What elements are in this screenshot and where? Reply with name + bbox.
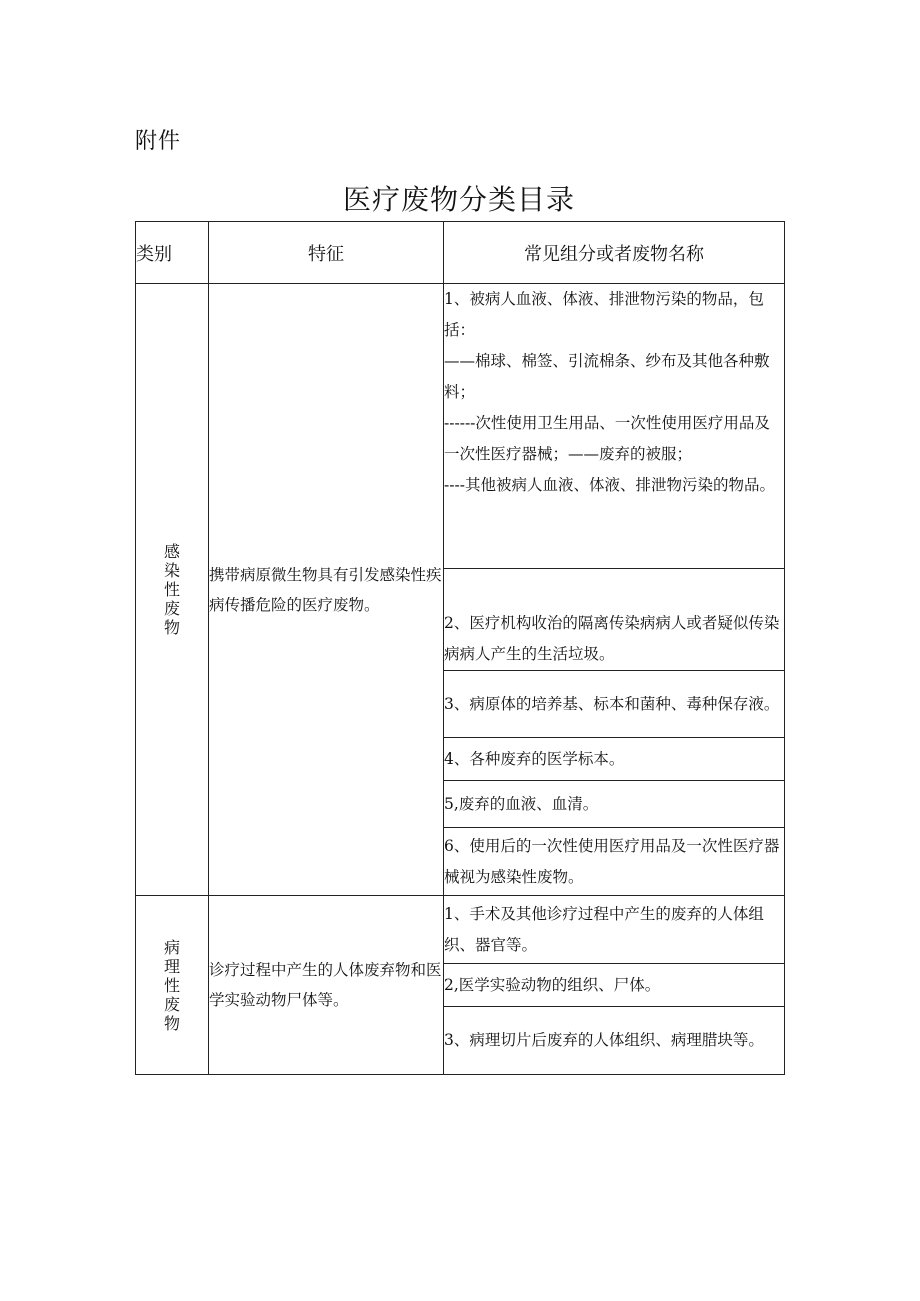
page-title: 医疗废物分类目录 (342, 183, 575, 216)
component-item (444, 896, 785, 964)
table-row (136, 284, 785, 569)
component-item (444, 964, 785, 1007)
component-item (444, 1007, 785, 1075)
component-line: 1、手术及其他诊疗过程中产生的废弃的人体组织、器官等。 (444, 904, 764, 954)
component-item (444, 781, 785, 828)
component-item (444, 569, 785, 671)
table-row (136, 896, 785, 964)
header-feature: 特征 (209, 222, 444, 284)
feature-cell: 携带病原微生物具有引发感染性疾病传播危险的医疗废物。 (209, 284, 444, 896)
attachment-label: 附件 (135, 129, 182, 154)
component-line: 2、医疗机构收治的隔离传染病病人或者疑似传染病病人产生的生活垃圾。 (444, 614, 780, 663)
component-item (444, 284, 785, 569)
component-line: 3、病原体的培养基、标本和菌种、毒种保存液。 (444, 694, 780, 713)
component-line: 1、被病人血液、体液、排泄物污染的物品，包括： (444, 290, 764, 339)
component-line: 2,医学实验动物的组织、尸体。 (444, 975, 661, 994)
component-line: ----其他被病人血液、体液、排泄物污染的物品。 (444, 476, 775, 494)
waste-catalog-table (135, 221, 785, 1075)
category-cell (136, 896, 209, 1075)
component-line: ——棉球、棉签、引流棉条、纱布及其他各种敷料； (444, 352, 770, 401)
component-item (444, 738, 785, 781)
header-row (136, 222, 785, 284)
header-components: 常见组分或者废物名称 (444, 222, 785, 284)
component-item (444, 828, 785, 896)
component-line: ------次性使用卫生用品、一次性使用医疗用品及一次性医疗器械；——废弃的被服； (444, 414, 770, 463)
component-line: 6、使用后的一次性使用医疗用品及一次性医疗器械视为感染性废物。 (444, 836, 780, 886)
component-line: 4、各种废弃的医学标本。 (444, 749, 625, 768)
component-line: 3、病理切片后废弃的人体组织、病理腊块等。 (444, 1031, 764, 1049)
category-cell (136, 284, 209, 896)
category-label: 病理性废物 (163, 937, 180, 1033)
component-item (444, 671, 785, 738)
component-line: 5,废弃的血液、血清。 (444, 794, 599, 813)
feature-cell: 诊疗过程中产生的人体废弃物和医学实验动物尸体等。 (209, 896, 444, 1075)
header-category: 类别 (136, 222, 209, 284)
category-label: 感染性废物 (163, 542, 180, 637)
